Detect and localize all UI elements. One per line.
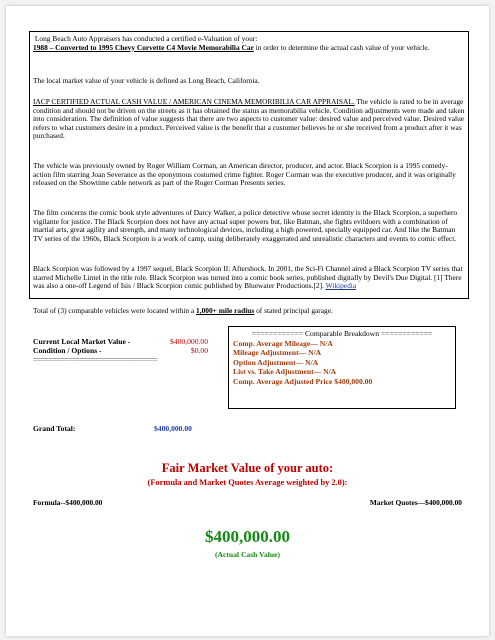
owner-paragraph: The vehicle was previously owned by Roger William Corman, an American director, producer, and actor. Black Scorpion is a 1995 comedy-action film starring Joan Severance as the eponymous costumed crime fighter. Roger Corman was the executive producer, and it was originally released on the Showtime cable network as part of the Roger Corman Presents series. xyxy=(33,161,456,188)
iacp-paragraph xyxy=(33,98,465,141)
condition-row xyxy=(33,346,208,355)
comp-average-mileage: Comp. Average Mileage— N/A xyxy=(233,338,333,348)
fair-market-value-title: Fair Market Value of your auto: xyxy=(161,461,334,475)
comparable-breakdown-box xyxy=(228,326,456,409)
iacp-heading: IACP CERTIFIED ACTUAL CASH VALUE / AMERICAN CINEMA MEMORIBILIA CAR APPRAISAL. xyxy=(33,97,355,106)
condition-amount: $0.00 xyxy=(190,346,208,355)
market-quotes-value: Market Quotes—$400,000.00 xyxy=(369,498,462,507)
sequel-text: Black Scorpion was followed by a 1997 sequel, Black Scorpion II: Aftershock. In 2001, the Sci-Fi Channel aired a Black Scorpion TV series that starred Michelle Lintel in the title role. Black Scorpion was turned into a comic book series, published digitally by Devil's Due Digital. [1] There was also a one-off Legend of Isis / Black Scorpion comic published by Bluewater Productions.[2]. xyxy=(33,264,463,291)
actual-cash-value-amount: $400,000.00 xyxy=(205,527,290,546)
grand-total-amount: $400,000.00 xyxy=(154,424,192,433)
current-value-amount: $400,000.00 xyxy=(170,337,208,346)
grand-total-row xyxy=(33,424,208,433)
comparables-prefix: Total of (3) comparable vehicles were located within a xyxy=(33,306,197,315)
current-value-row xyxy=(33,337,208,346)
comparables-line xyxy=(33,307,465,316)
current-value-label: Current Local Market Value - xyxy=(33,337,131,346)
value-summary xyxy=(33,337,208,364)
comparables-suffix: of stated principal garage. xyxy=(254,306,333,315)
intro-purpose: in order to determine the actual cash value of your vehicle. xyxy=(253,42,430,52)
formula-value: Formula--$400,000.00 xyxy=(33,498,103,507)
iacp-body: The vehicle is rated to be in average condition and should not be driven on the streets as it has obtained the status as memorabilia vehicle. Condition adjustments were made and taken into consideration. The definition of value suggests that there are two aspects to customer value: desired value and perceived value. Desired value refers to what customers desire in a product. Perceived value is the benefit that a customer believes he or she received from a product after it was purchased. xyxy=(33,97,465,141)
vehicle-title: 1988 – Converted to 1995 Chevy Corvette C4 Movie Memorabilia Car xyxy=(33,42,254,52)
sequel-paragraph xyxy=(33,265,465,291)
mileage-adjustment: Mileage Adjustment— N/A xyxy=(233,348,322,358)
market-definition: The local market value of your vehicle is defined as Long Beach, California. xyxy=(33,76,260,85)
comp-average-adjusted-price: Comp. Average Adjusted Price $400,000.00 xyxy=(233,376,373,386)
summary-divider: ================================ xyxy=(33,355,158,364)
film-paragraph: The film concerns the comic book style adventures of Darcy Walker, a police detective whose secret identity is the Black Scorpion, a superhero vigilante for justice. The Black Scorpion does not have any actual super powers but, like Batman, she fights evildoers with a combination of martial arts, great agility and strength, and many technological devices, including a high powered, specially equipped car. And like the Batman TV series of the 1960s, Black Scorpion is a work of camp, using deliberately exaggerated and unrealistic characters and events to comic effect. xyxy=(33,208,458,243)
grand-total-label: Grand Total: xyxy=(33,424,76,433)
intro-line: Long Beach Auto Appraisers has conducted a certified e-Valuation of your: xyxy=(34,34,258,43)
list-vs-take-adjustment: List vs. Take Adjustment— N/A xyxy=(233,367,337,377)
condition-label: Condition / Options - xyxy=(33,346,102,355)
intro-paragraph xyxy=(33,35,465,52)
fair-market-value-subtitle: (Formula and Market Quotes Average weighted by 2.0): xyxy=(147,478,348,487)
actual-cash-value-label: (Actual Cash Value) xyxy=(215,550,280,559)
wikipedia-link[interactable]: Wikipedia xyxy=(325,281,357,291)
document-page xyxy=(6,6,489,636)
comparables-radius: 1,000+ mile radius xyxy=(196,306,255,315)
option-adjustment: Option Adjustment— N/A xyxy=(233,357,319,367)
comparable-breakdown-heading: ============ Comparable Breakdown ============ xyxy=(251,329,433,338)
